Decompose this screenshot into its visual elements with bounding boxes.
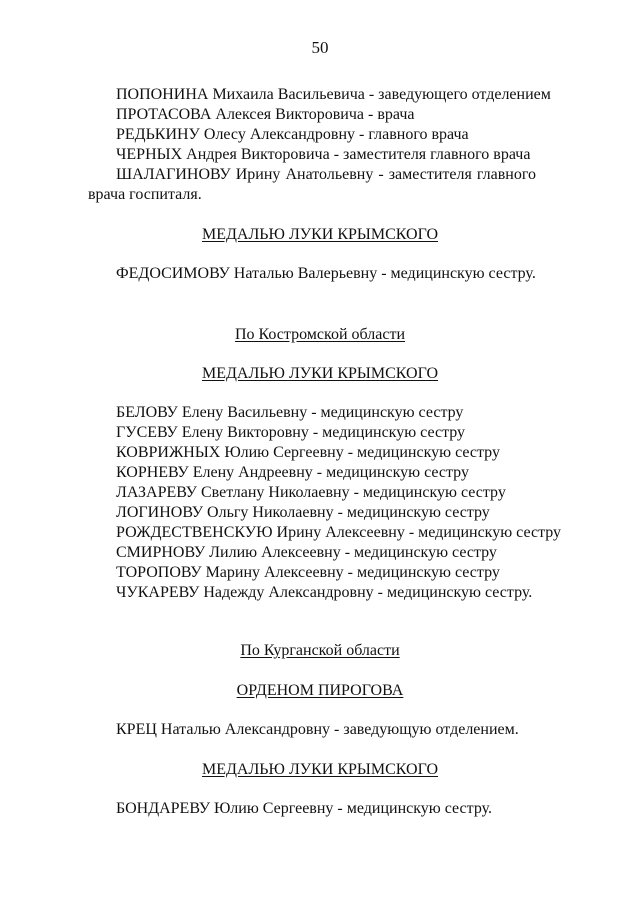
list-item: ЧУКАРЕВУ Надежду Александровну - медицинскую сестру. (116, 584, 533, 601)
list-item: КРЕЦ Наталью Александровну - заведующую отделением. (116, 721, 519, 738)
award-list (88, 799, 536, 819)
award-title: МЕДАЛЬЮ ЛУКИ КРЫМСКОГО (201, 226, 438, 243)
award-list (88, 720, 536, 740)
list-item: РЕДЬКИНУ Олесу Александровну - главного врача (116, 126, 469, 143)
list-item: ГУСЕВУ Елену Викторовну - медицинскую сестру (116, 424, 466, 441)
list-item: ЧЕРНЫХ Андрея Викторовича - заместителя главного врача (116, 146, 531, 163)
list-item: ЛАЗАРЕВУ Светлану Николаевну - медицинскую сестру (116, 484, 506, 501)
list-item: ФЕДОСИМОВУ Наталью Валерьевну - медицинскую сестру. (116, 265, 536, 282)
award-title: МЕДАЛЬЮ ЛУКИ КРЫМСКОГО (201, 761, 438, 778)
region-heading (0, 641, 640, 661)
page-number: 50 (311, 38, 329, 57)
award-heading (0, 681, 640, 701)
award-list (88, 264, 536, 284)
list-item: БЕЛОВУ Елену Васильевну - медицинскую сестру (116, 404, 464, 421)
list-item: СМИРНОВУ Лилию Алексеевну - медицинскую сестру (116, 544, 497, 561)
list-item: ЛОГИНОВУ Ольгу Николаевну - медицинскую сестру (116, 504, 490, 521)
list-item: ПРОТАСОВА Алексея Викторовича - врача (116, 106, 415, 123)
list-item: БОНДАРЕВУ Юлию Сергеевну - медицинскую сестру. (116, 800, 493, 817)
list-item: КОВРИЖНЫХ Юлию Сергеевну - медицинскую сестру (116, 444, 500, 461)
top-award-list (88, 85, 551, 205)
award-title: МЕДАЛЬЮ ЛУКИ КРЫМСКОГО (201, 365, 438, 382)
region-title: По Курганской области (240, 642, 400, 659)
region-heading (0, 325, 640, 345)
list-item: ШАЛАГИНОВУ Ирину Анатольевну - заместителя главного (116, 166, 536, 183)
award-heading (0, 364, 640, 384)
award-list (88, 403, 562, 603)
award-heading (0, 760, 640, 780)
list-item: ПОПОНИНА Михаила Васильевича - заведующего отделением (116, 86, 551, 103)
award-title: ОРДЕНОМ ПИРОГОВА (236, 682, 404, 699)
list-item-continuation: врача госпиталя. (88, 186, 202, 203)
award-heading (0, 225, 640, 245)
list-item: ТОРОПОВУ Марину Алексеевну - медицинскую сестру (116, 564, 500, 581)
list-item: РОЖДЕСТВЕНСКУЮ Ирину Алексеевну - медицинскую сестру (116, 524, 562, 541)
list-item: КОРНЕВУ Елену Андреевну - медицинскую сестру (116, 464, 469, 481)
region-title: По Костромской области (234, 326, 406, 343)
